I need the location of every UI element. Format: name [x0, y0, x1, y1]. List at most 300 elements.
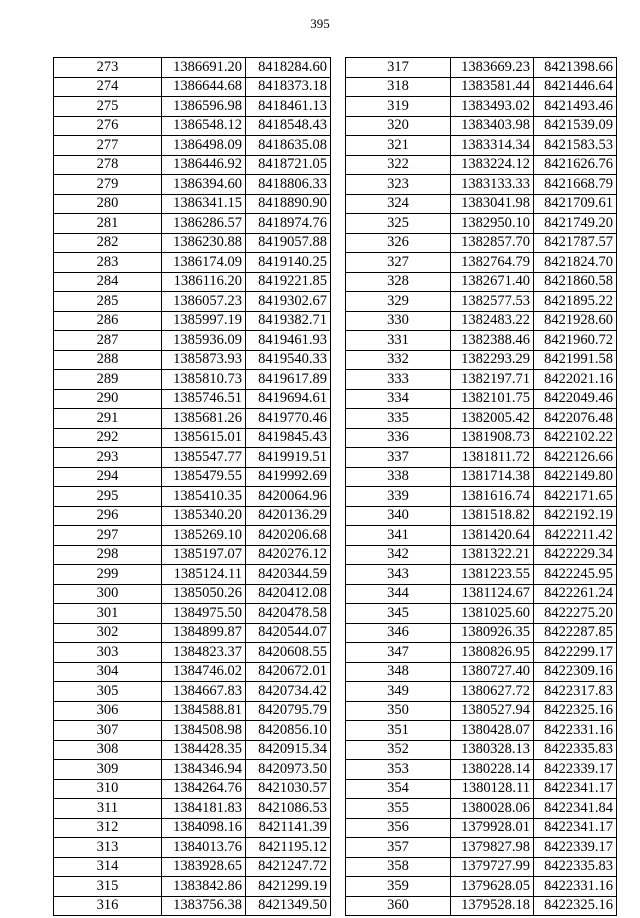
point-number-cell: 316 — [54, 896, 162, 916]
y-coordinate-cell: 8418890.90 — [246, 194, 331, 214]
y-coordinate-cell: 8419770.46 — [246, 409, 331, 429]
table-row — [54, 487, 331, 507]
y-coordinate-cell: 8422149.80 — [534, 467, 617, 487]
point-number-cell: 350 — [346, 701, 451, 721]
x-coordinate-cell: 1380328.13 — [451, 740, 534, 760]
table-row — [54, 721, 331, 741]
point-number-cell: 304 — [54, 662, 162, 682]
x-coordinate-cell: 1382101.75 — [451, 389, 534, 409]
x-coordinate-cell: 1386691.20 — [162, 58, 246, 78]
table-row — [54, 467, 331, 487]
table-row — [346, 487, 617, 507]
point-number-cell: 351 — [346, 721, 451, 741]
point-number-cell: 359 — [346, 877, 451, 897]
table-row — [54, 448, 331, 468]
y-coordinate-cell: 8419461.93 — [246, 331, 331, 351]
x-coordinate-cell: 1381616.74 — [451, 487, 534, 507]
point-number-cell: 306 — [54, 701, 162, 721]
point-number-cell: 331 — [346, 331, 451, 351]
coordinates-table-right-body — [346, 58, 617, 916]
x-coordinate-cell: 1380826.95 — [451, 643, 534, 663]
table-row — [54, 740, 331, 760]
table-row — [346, 233, 617, 253]
x-coordinate-cell: 1384264.76 — [162, 779, 246, 799]
point-number-cell: 340 — [346, 506, 451, 526]
x-coordinate-cell: 1381223.55 — [451, 565, 534, 585]
x-coordinate-cell: 1385124.11 — [162, 565, 246, 585]
table-row — [346, 331, 617, 351]
x-coordinate-cell: 1384975.50 — [162, 604, 246, 624]
x-coordinate-cell: 1383041.98 — [451, 194, 534, 214]
table-row — [54, 58, 331, 78]
y-coordinate-cell: 8418806.33 — [246, 175, 331, 195]
point-number-cell: 346 — [346, 623, 451, 643]
point-number-cell: 302 — [54, 623, 162, 643]
table-row — [346, 253, 617, 273]
table-row — [54, 97, 331, 117]
x-coordinate-cell: 1384013.76 — [162, 838, 246, 858]
table-row — [346, 428, 617, 448]
x-coordinate-cell: 1384823.37 — [162, 643, 246, 663]
point-number-cell: 333 — [346, 370, 451, 390]
y-coordinate-cell: 8422339.17 — [534, 838, 617, 858]
y-coordinate-cell: 8421398.66 — [534, 58, 617, 78]
point-number-cell: 296 — [54, 506, 162, 526]
point-number-cell: 279 — [54, 175, 162, 195]
table-row — [346, 604, 617, 624]
x-coordinate-cell: 1380028.06 — [451, 799, 534, 819]
point-number-cell: 326 — [346, 233, 451, 253]
x-coordinate-cell: 1380527.94 — [451, 701, 534, 721]
point-number-cell: 335 — [346, 409, 451, 429]
y-coordinate-cell: 8419140.25 — [246, 253, 331, 273]
y-coordinate-cell: 8420608.55 — [246, 643, 331, 663]
y-coordinate-cell: 8421709.61 — [534, 194, 617, 214]
point-number-cell: 310 — [54, 779, 162, 799]
y-coordinate-cell: 8420136.29 — [246, 506, 331, 526]
y-coordinate-cell: 8421583.53 — [534, 136, 617, 156]
y-coordinate-cell: 8419694.61 — [246, 389, 331, 409]
y-coordinate-cell: 8422331.16 — [534, 721, 617, 741]
table-row — [54, 662, 331, 682]
table-row — [54, 877, 331, 897]
y-coordinate-cell: 8419057.88 — [246, 233, 331, 253]
x-coordinate-cell: 1383756.38 — [162, 896, 246, 916]
table-row — [346, 896, 617, 916]
x-coordinate-cell: 1382388.46 — [451, 331, 534, 351]
point-number-cell: 327 — [346, 253, 451, 273]
y-coordinate-cell: 8421086.53 — [246, 799, 331, 819]
table-row — [54, 584, 331, 604]
table-row — [54, 370, 331, 390]
x-coordinate-cell: 1382764.79 — [451, 253, 534, 273]
table-row — [54, 233, 331, 253]
table-row — [346, 857, 617, 877]
table-row — [346, 77, 617, 97]
y-coordinate-cell: 8421860.58 — [534, 272, 617, 292]
y-coordinate-cell: 8419382.71 — [246, 311, 331, 331]
x-coordinate-cell: 1381811.72 — [451, 448, 534, 468]
table-row — [346, 97, 617, 117]
y-coordinate-cell: 8419302.67 — [246, 292, 331, 312]
y-coordinate-cell: 8422339.17 — [534, 760, 617, 780]
y-coordinate-cell: 8420064.96 — [246, 487, 331, 507]
table-row — [54, 701, 331, 721]
table-row — [54, 565, 331, 585]
x-coordinate-cell: 1385873.93 — [162, 350, 246, 370]
point-number-cell: 342 — [346, 545, 451, 565]
point-number-cell: 313 — [54, 838, 162, 858]
table-row — [346, 682, 617, 702]
table-row — [54, 506, 331, 526]
x-coordinate-cell: 1382293.29 — [451, 350, 534, 370]
point-number-cell: 298 — [54, 545, 162, 565]
y-coordinate-cell: 8421668.79 — [534, 175, 617, 195]
y-coordinate-cell: 8421349.50 — [246, 896, 331, 916]
table-row — [54, 760, 331, 780]
table-row — [346, 194, 617, 214]
table-row — [54, 623, 331, 643]
x-coordinate-cell: 1382671.40 — [451, 272, 534, 292]
point-number-cell: 352 — [346, 740, 451, 760]
table-row — [346, 779, 617, 799]
table-row — [346, 506, 617, 526]
point-number-cell: 322 — [346, 155, 451, 175]
table-row — [346, 467, 617, 487]
x-coordinate-cell: 1379528.18 — [451, 896, 534, 916]
x-coordinate-cell: 1386341.15 — [162, 194, 246, 214]
coordinates-table-left-body — [54, 58, 331, 916]
x-coordinate-cell: 1386498.09 — [162, 136, 246, 156]
x-coordinate-cell: 1380727.40 — [451, 662, 534, 682]
x-coordinate-cell: 1383133.33 — [451, 175, 534, 195]
table-row — [54, 545, 331, 565]
x-coordinate-cell: 1386394.60 — [162, 175, 246, 195]
table-row — [346, 350, 617, 370]
table-row — [54, 311, 331, 331]
x-coordinate-cell: 1386596.98 — [162, 97, 246, 117]
point-number-cell: 278 — [54, 155, 162, 175]
point-number-cell: 312 — [54, 818, 162, 838]
x-coordinate-cell: 1385997.19 — [162, 311, 246, 331]
point-number-cell: 332 — [346, 350, 451, 370]
y-coordinate-cell: 8422331.16 — [534, 877, 617, 897]
table-row — [54, 272, 331, 292]
y-coordinate-cell: 8419919.51 — [246, 448, 331, 468]
x-coordinate-cell: 1385197.07 — [162, 545, 246, 565]
point-number-cell: 289 — [54, 370, 162, 390]
x-coordinate-cell: 1383842.86 — [162, 877, 246, 897]
x-coordinate-cell: 1381025.60 — [451, 604, 534, 624]
x-coordinate-cell: 1384667.83 — [162, 682, 246, 702]
point-number-cell: 311 — [54, 799, 162, 819]
point-number-cell: 319 — [346, 97, 451, 117]
y-coordinate-cell: 8422309.16 — [534, 662, 617, 682]
x-coordinate-cell: 1381714.38 — [451, 467, 534, 487]
x-coordinate-cell: 1386230.88 — [162, 233, 246, 253]
x-coordinate-cell: 1386057.23 — [162, 292, 246, 312]
point-number-cell: 343 — [346, 565, 451, 585]
y-coordinate-cell: 8421299.19 — [246, 877, 331, 897]
y-coordinate-cell: 8422229.34 — [534, 545, 617, 565]
y-coordinate-cell: 8420915.34 — [246, 740, 331, 760]
table-row — [54, 155, 331, 175]
point-number-cell: 292 — [54, 428, 162, 448]
y-coordinate-cell: 8420856.10 — [246, 721, 331, 741]
table-row — [54, 214, 331, 234]
coordinates-table-left — [53, 57, 331, 916]
table-row — [54, 682, 331, 702]
point-number-cell: 338 — [346, 467, 451, 487]
x-coordinate-cell: 1384098.16 — [162, 818, 246, 838]
x-coordinate-cell: 1382483.22 — [451, 311, 534, 331]
y-coordinate-cell: 8419845.43 — [246, 428, 331, 448]
point-number-cell: 360 — [346, 896, 451, 916]
table-row — [346, 311, 617, 331]
point-number-cell: 291 — [54, 409, 162, 429]
table-row — [54, 409, 331, 429]
y-coordinate-cell: 8420973.50 — [246, 760, 331, 780]
point-number-cell: 323 — [346, 175, 451, 195]
x-coordinate-cell: 1386644.68 — [162, 77, 246, 97]
y-coordinate-cell: 8422335.83 — [534, 857, 617, 877]
y-coordinate-cell: 8422341.17 — [534, 818, 617, 838]
point-number-cell: 276 — [54, 116, 162, 136]
table-row — [346, 409, 617, 429]
coordinates-table-right — [345, 57, 617, 916]
x-coordinate-cell: 1381420.64 — [451, 526, 534, 546]
table-row — [54, 779, 331, 799]
table-row — [54, 136, 331, 156]
table-row — [346, 799, 617, 819]
table-row — [346, 643, 617, 663]
x-coordinate-cell: 1382857.70 — [451, 233, 534, 253]
table-row — [346, 272, 617, 292]
point-number-cell: 297 — [54, 526, 162, 546]
point-number-cell: 307 — [54, 721, 162, 741]
y-coordinate-cell: 8422299.17 — [534, 643, 617, 663]
point-number-cell: 324 — [346, 194, 451, 214]
table-row — [54, 604, 331, 624]
point-number-cell: 287 — [54, 331, 162, 351]
x-coordinate-cell: 1382577.53 — [451, 292, 534, 312]
y-coordinate-cell: 8422049.46 — [534, 389, 617, 409]
x-coordinate-cell: 1384746.02 — [162, 662, 246, 682]
y-coordinate-cell: 8422021.16 — [534, 370, 617, 390]
x-coordinate-cell: 1383493.02 — [451, 97, 534, 117]
table-row — [346, 565, 617, 585]
y-coordinate-cell: 8420478.58 — [246, 604, 331, 624]
x-coordinate-cell: 1383314.34 — [451, 136, 534, 156]
table-row — [54, 116, 331, 136]
x-coordinate-cell: 1383581.44 — [451, 77, 534, 97]
point-number-cell: 357 — [346, 838, 451, 858]
y-coordinate-cell: 8420672.01 — [246, 662, 331, 682]
x-coordinate-cell: 1383224.12 — [451, 155, 534, 175]
table-row — [346, 838, 617, 858]
x-coordinate-cell: 1386446.92 — [162, 155, 246, 175]
table-row — [54, 896, 331, 916]
x-coordinate-cell: 1379928.01 — [451, 818, 534, 838]
y-coordinate-cell: 8422261.24 — [534, 584, 617, 604]
y-coordinate-cell: 8422102.22 — [534, 428, 617, 448]
x-coordinate-cell: 1380228.14 — [451, 760, 534, 780]
y-coordinate-cell: 8418284.60 — [246, 58, 331, 78]
y-coordinate-cell: 8422335.83 — [534, 740, 617, 760]
point-number-cell: 281 — [54, 214, 162, 234]
table-row — [54, 857, 331, 877]
x-coordinate-cell: 1385746.51 — [162, 389, 246, 409]
x-coordinate-cell: 1383403.98 — [451, 116, 534, 136]
x-coordinate-cell: 1381518.82 — [451, 506, 534, 526]
point-number-cell: 295 — [54, 487, 162, 507]
table-row — [346, 818, 617, 838]
table-row — [54, 292, 331, 312]
point-number-cell: 277 — [54, 136, 162, 156]
y-coordinate-cell: 8421539.09 — [534, 116, 617, 136]
point-number-cell: 329 — [346, 292, 451, 312]
y-coordinate-cell: 8422325.16 — [534, 701, 617, 721]
x-coordinate-cell: 1386116.20 — [162, 272, 246, 292]
y-coordinate-cell: 8418548.43 — [246, 116, 331, 136]
x-coordinate-cell: 1385340.20 — [162, 506, 246, 526]
point-number-cell: 300 — [54, 584, 162, 604]
y-coordinate-cell: 8421493.46 — [534, 97, 617, 117]
point-number-cell: 314 — [54, 857, 162, 877]
y-coordinate-cell: 8418721.05 — [246, 155, 331, 175]
table-row — [54, 77, 331, 97]
y-coordinate-cell: 8422211.42 — [534, 526, 617, 546]
point-number-cell: 358 — [346, 857, 451, 877]
point-number-cell: 345 — [346, 604, 451, 624]
x-coordinate-cell: 1381124.67 — [451, 584, 534, 604]
point-number-cell: 325 — [346, 214, 451, 234]
point-number-cell: 303 — [54, 643, 162, 663]
point-number-cell: 344 — [346, 584, 451, 604]
table-row — [346, 155, 617, 175]
point-number-cell: 349 — [346, 682, 451, 702]
y-coordinate-cell: 8421991.58 — [534, 350, 617, 370]
point-number-cell: 284 — [54, 272, 162, 292]
y-coordinate-cell: 8420206.68 — [246, 526, 331, 546]
table-row — [54, 428, 331, 448]
table-row — [54, 526, 331, 546]
y-coordinate-cell: 8422171.65 — [534, 487, 617, 507]
point-number-cell: 347 — [346, 643, 451, 663]
y-coordinate-cell: 8422341.84 — [534, 799, 617, 819]
table-row — [54, 331, 331, 351]
point-number-cell: 337 — [346, 448, 451, 468]
table-row — [346, 116, 617, 136]
y-coordinate-cell: 8421446.64 — [534, 77, 617, 97]
x-coordinate-cell: 1381322.21 — [451, 545, 534, 565]
x-coordinate-cell: 1384588.81 — [162, 701, 246, 721]
x-coordinate-cell: 1382197.71 — [451, 370, 534, 390]
y-coordinate-cell: 8422245.95 — [534, 565, 617, 585]
point-number-cell: 301 — [54, 604, 162, 624]
y-coordinate-cell: 8420344.59 — [246, 565, 331, 585]
x-coordinate-cell: 1385681.26 — [162, 409, 246, 429]
x-coordinate-cell: 1386174.09 — [162, 253, 246, 273]
y-coordinate-cell: 8422192.19 — [534, 506, 617, 526]
x-coordinate-cell: 1386548.12 — [162, 116, 246, 136]
x-coordinate-cell: 1385269.10 — [162, 526, 246, 546]
x-coordinate-cell: 1382005.42 — [451, 409, 534, 429]
x-coordinate-cell: 1386286.57 — [162, 214, 246, 234]
x-coordinate-cell: 1385615.01 — [162, 428, 246, 448]
y-coordinate-cell: 8421141.39 — [246, 818, 331, 838]
point-number-cell: 330 — [346, 311, 451, 331]
y-coordinate-cell: 8418373.18 — [246, 77, 331, 97]
table-row — [346, 526, 617, 546]
point-number-cell: 341 — [346, 526, 451, 546]
table-row — [54, 175, 331, 195]
y-coordinate-cell: 8420734.42 — [246, 682, 331, 702]
table-row — [54, 838, 331, 858]
x-coordinate-cell: 1384346.94 — [162, 760, 246, 780]
table-row — [346, 175, 617, 195]
point-number-cell: 334 — [346, 389, 451, 409]
x-coordinate-cell: 1385050.26 — [162, 584, 246, 604]
y-coordinate-cell: 8419617.89 — [246, 370, 331, 390]
point-number-cell: 299 — [54, 565, 162, 585]
x-coordinate-cell: 1380428.07 — [451, 721, 534, 741]
point-number-cell: 328 — [346, 272, 451, 292]
table-row — [54, 253, 331, 273]
page-number: 395 — [310, 16, 330, 31]
x-coordinate-cell: 1381908.73 — [451, 428, 534, 448]
x-coordinate-cell: 1380128.11 — [451, 779, 534, 799]
table-row — [346, 448, 617, 468]
table-row — [54, 194, 331, 214]
x-coordinate-cell: 1380926.35 — [451, 623, 534, 643]
y-coordinate-cell: 8420276.12 — [246, 545, 331, 565]
x-coordinate-cell: 1384428.35 — [162, 740, 246, 760]
y-coordinate-cell: 8419221.85 — [246, 272, 331, 292]
y-coordinate-cell: 8422317.83 — [534, 682, 617, 702]
point-number-cell: 353 — [346, 760, 451, 780]
table-row — [346, 545, 617, 565]
x-coordinate-cell: 1380627.72 — [451, 682, 534, 702]
point-number-cell: 320 — [346, 116, 451, 136]
point-number-cell: 355 — [346, 799, 451, 819]
point-number-cell: 318 — [346, 77, 451, 97]
x-coordinate-cell: 1385547.77 — [162, 448, 246, 468]
x-coordinate-cell: 1385936.09 — [162, 331, 246, 351]
table-row — [54, 818, 331, 838]
y-coordinate-cell: 8418635.08 — [246, 136, 331, 156]
point-number-cell: 280 — [54, 194, 162, 214]
y-coordinate-cell: 8420795.79 — [246, 701, 331, 721]
x-coordinate-cell: 1383669.23 — [451, 58, 534, 78]
point-number-cell: 348 — [346, 662, 451, 682]
point-number-cell: 309 — [54, 760, 162, 780]
table-row — [346, 662, 617, 682]
table-row — [54, 643, 331, 663]
y-coordinate-cell: 8421787.57 — [534, 233, 617, 253]
point-number-cell: 285 — [54, 292, 162, 312]
x-coordinate-cell: 1382950.10 — [451, 214, 534, 234]
y-coordinate-cell: 8421030.57 — [246, 779, 331, 799]
table-row — [346, 370, 617, 390]
y-coordinate-cell: 8418974.76 — [246, 214, 331, 234]
point-number-cell: 308 — [54, 740, 162, 760]
x-coordinate-cell: 1384181.83 — [162, 799, 246, 819]
y-coordinate-cell: 8420544.07 — [246, 623, 331, 643]
table-row — [346, 721, 617, 741]
x-coordinate-cell: 1379827.98 — [451, 838, 534, 858]
y-coordinate-cell: 8422287.85 — [534, 623, 617, 643]
